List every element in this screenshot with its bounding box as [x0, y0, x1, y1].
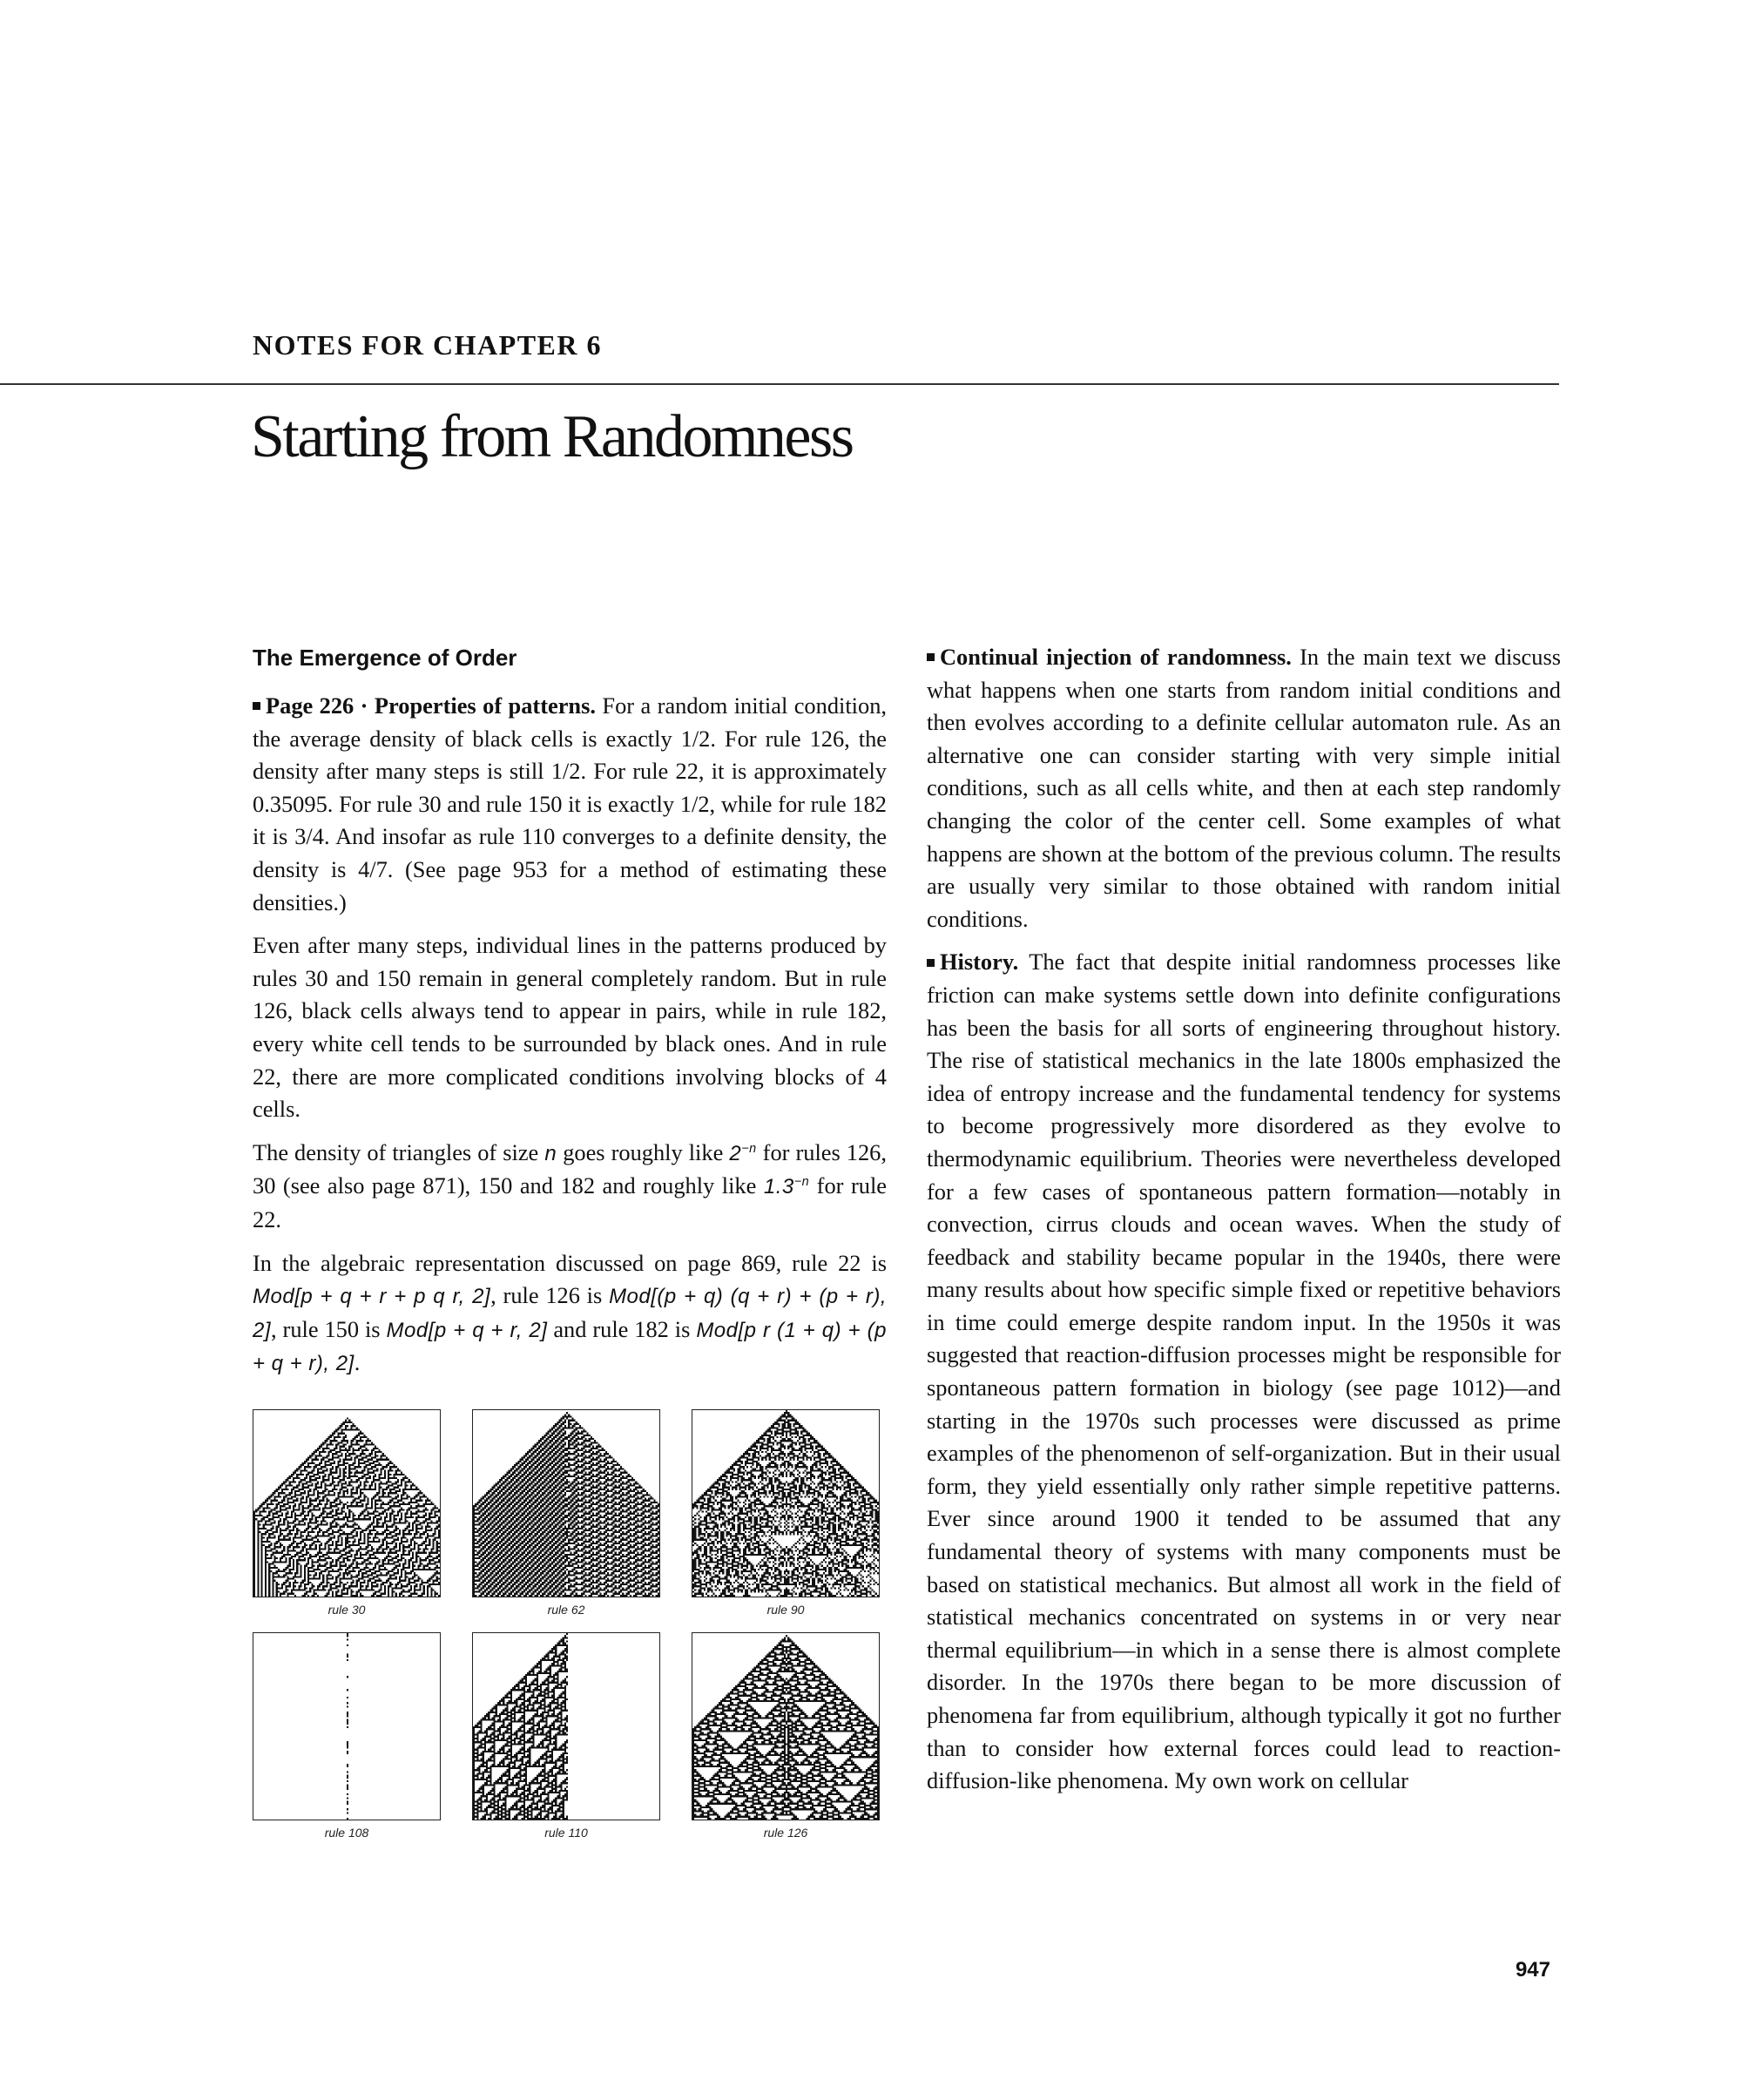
left-column: [253, 641, 887, 1391]
text-fragment: for rules 126, 30 (see also page 871), 150 and 182 and roughly like: [253, 1138, 887, 1199]
ca-panel-rule-30: [253, 1409, 441, 1597]
ca-pattern-rule-90: [692, 1410, 879, 1597]
figure-caption: rule 110: [544, 1826, 588, 1840]
ca-pattern-rule-108: [253, 1633, 440, 1820]
math-expression: [764, 1175, 809, 1199]
paragraph-lead: History.: [940, 949, 1019, 976]
paragraph-text: For a random initial condition, the average density of black cells is exactly 1/2. For rule 126, the density after many steps is still 1/2. For rule 22, it is approximately 0.35095. For rule 30 and rule 150 it is exactly 1/2, while for rule 182 it is 3/4. And insofar as rule 110 converges to a definite density, the density is 4/7. (See page 953 for a method of estimating these densities.): [253, 692, 887, 915]
ca-panel-rule-126: [692, 1632, 880, 1820]
math-expression: [729, 1142, 756, 1165]
math-expression: Mod[(p + q) (q + r) + (p + r), 2]: [253, 1285, 887, 1342]
bullet-square-icon: [927, 653, 935, 661]
bullet-square-icon: [927, 959, 935, 967]
paragraph-lead: Continual injection of randomness.: [940, 644, 1292, 670]
page-number: 947: [1515, 1958, 1550, 1982]
figure-caption: rule 126: [763, 1826, 808, 1840]
text-fragment: , rule 150 is: [271, 1315, 381, 1342]
text-fragment: for rule 22.: [253, 1172, 887, 1232]
bullet-square-icon: [253, 702, 260, 710]
paragraph-lead: Page 226 · Properties of patterns.: [266, 692, 596, 719]
math-exponent: −n: [793, 1175, 810, 1190]
math-expression: Mod[p + q + r, 2]: [386, 1318, 548, 1342]
math-variable: n: [544, 1141, 557, 1165]
ca-panel-rule-110: [472, 1632, 660, 1820]
ca-cells: [692, 1410, 879, 1597]
paragraph-algebraic-representation: [253, 1247, 887, 1381]
paragraph-properties-of-patterns: [253, 690, 887, 919]
figure-caption: rule 90: [766, 1603, 805, 1617]
ca-pattern-rule-30: [253, 1410, 440, 1597]
text-fragment: The density of triangles of size: [253, 1138, 539, 1165]
math-base: 2: [729, 1141, 742, 1165]
ca-cells: [692, 1635, 879, 1820]
ca-cells: [473, 1633, 568, 1820]
ca-pattern-rule-126: [692, 1633, 879, 1820]
paragraph-continual-injection: [927, 641, 1561, 935]
paragraph-text: The fact that despite initial randomness processes like friction can make systems settle down into definite configurations has been the basis for all sorts of engineering throughout history. The rise of statistical mechanics in the late 1800s emphasized the idea of entropy increase and the fundamental tendency for systems to become progressively more disordered as they evolve to thermodynamic equilibrium. Theories were nevertheless developed for a few cases of spontaneous pattern formation—notably in convection, cirrus clouds and ocean waves. When the study of feedback and stability became popular in the 1940s, there were many results about how specific simple fixed or repetitive behaviors in time could emerge despite random input. In the 1950s it was suggested that reaction-diffusion processes might be responsible for spontaneous pattern formation in biology (see page 1012)—and starting in the 1970s such processes were discussed as prime examples of the phenomenon of self-organization. But in their usual form, they yield essentially only rather simple repetitive patterns. Ever since around 1900 it tended to be assumed that any fundamental theory of systems with many components must be based on statistical mechanics. But almost all work in the field of statistical mechanics concentrated on systems in or very near thermal equilibrium—in which in a sense there is almost complete disorder. In the 1970s there began to be more discussion of phenomena far from equilibrium, although typically it got no further than to consider how external forces could lead to reaction-diffusion-like phenomena. My own work on cellular: [927, 949, 1561, 1794]
header-divider: [0, 383, 1559, 385]
paragraph-history: [927, 946, 1561, 1797]
chapter-label: NOTES FOR CHAPTER 6: [253, 329, 602, 361]
math-expression: Mod[p + q + r + p q r, 2]: [253, 1285, 491, 1309]
ca-panel-rule-90: [692, 1409, 880, 1597]
text-fragment: goes roughly like: [563, 1138, 724, 1165]
ca-pattern-rule-110: [473, 1633, 659, 1820]
paragraph-triangle-density: [253, 1137, 887, 1237]
text-fragment: In the algebraic representation discussed on page 869, rule 22 is: [253, 1249, 887, 1276]
figure-caption: rule 62: [547, 1603, 585, 1617]
section-heading: The Emergence of Order: [253, 645, 517, 671]
figure-caption: rule 108: [324, 1826, 369, 1840]
ca-cells: [473, 1412, 659, 1597]
paragraph-individual-lines: Even after many steps, individual lines in the patterns produced by rules 30 and 150 remain in general completely random. But in rule 126, black cells always tend to appear in pairs, while in rule 182, every white cell tends to be surrounded by black ones. And in rule 22, there are more complicated conditions involving blocks of 4 cells.: [253, 932, 887, 1123]
figure-caption: rule 30: [327, 1603, 366, 1617]
right-column: [927, 641, 1561, 1808]
cellular-automaton-figure-grid: [253, 1409, 887, 1845]
math-exponent: −n: [741, 1141, 757, 1156]
ca-panel-rule-62: [472, 1409, 660, 1597]
text-fragment: , rule 126 is: [490, 1282, 603, 1309]
ca-cells: [347, 1633, 348, 1820]
ca-panel-rule-108: [253, 1632, 441, 1820]
ca-pattern-rule-62: [473, 1410, 659, 1597]
math-base: 1.3: [763, 1175, 794, 1199]
paragraph-text: In the main text we discuss what happens when one starts from random initial conditions and then evolves according to a definite cellular automaton rule. As an alternative one can consider starting with very simple initial conditions, such as all cells white, and then at each step randomly changing the color of the center cell. Some examples of what happens are shown at the bottom of the previous column. The results are usually very similar to those obtained with random initial conditions.: [927, 644, 1561, 932]
math-expression: Mod[p r (1 + q) + (p + q + r), 2]: [253, 1318, 887, 1376]
text-fragment: and rule 182 is: [553, 1315, 691, 1342]
text-fragment: .: [354, 1349, 361, 1376]
ca-cells: [253, 1418, 440, 1597]
chapter-title: Starting from Randomness: [251, 403, 853, 470]
